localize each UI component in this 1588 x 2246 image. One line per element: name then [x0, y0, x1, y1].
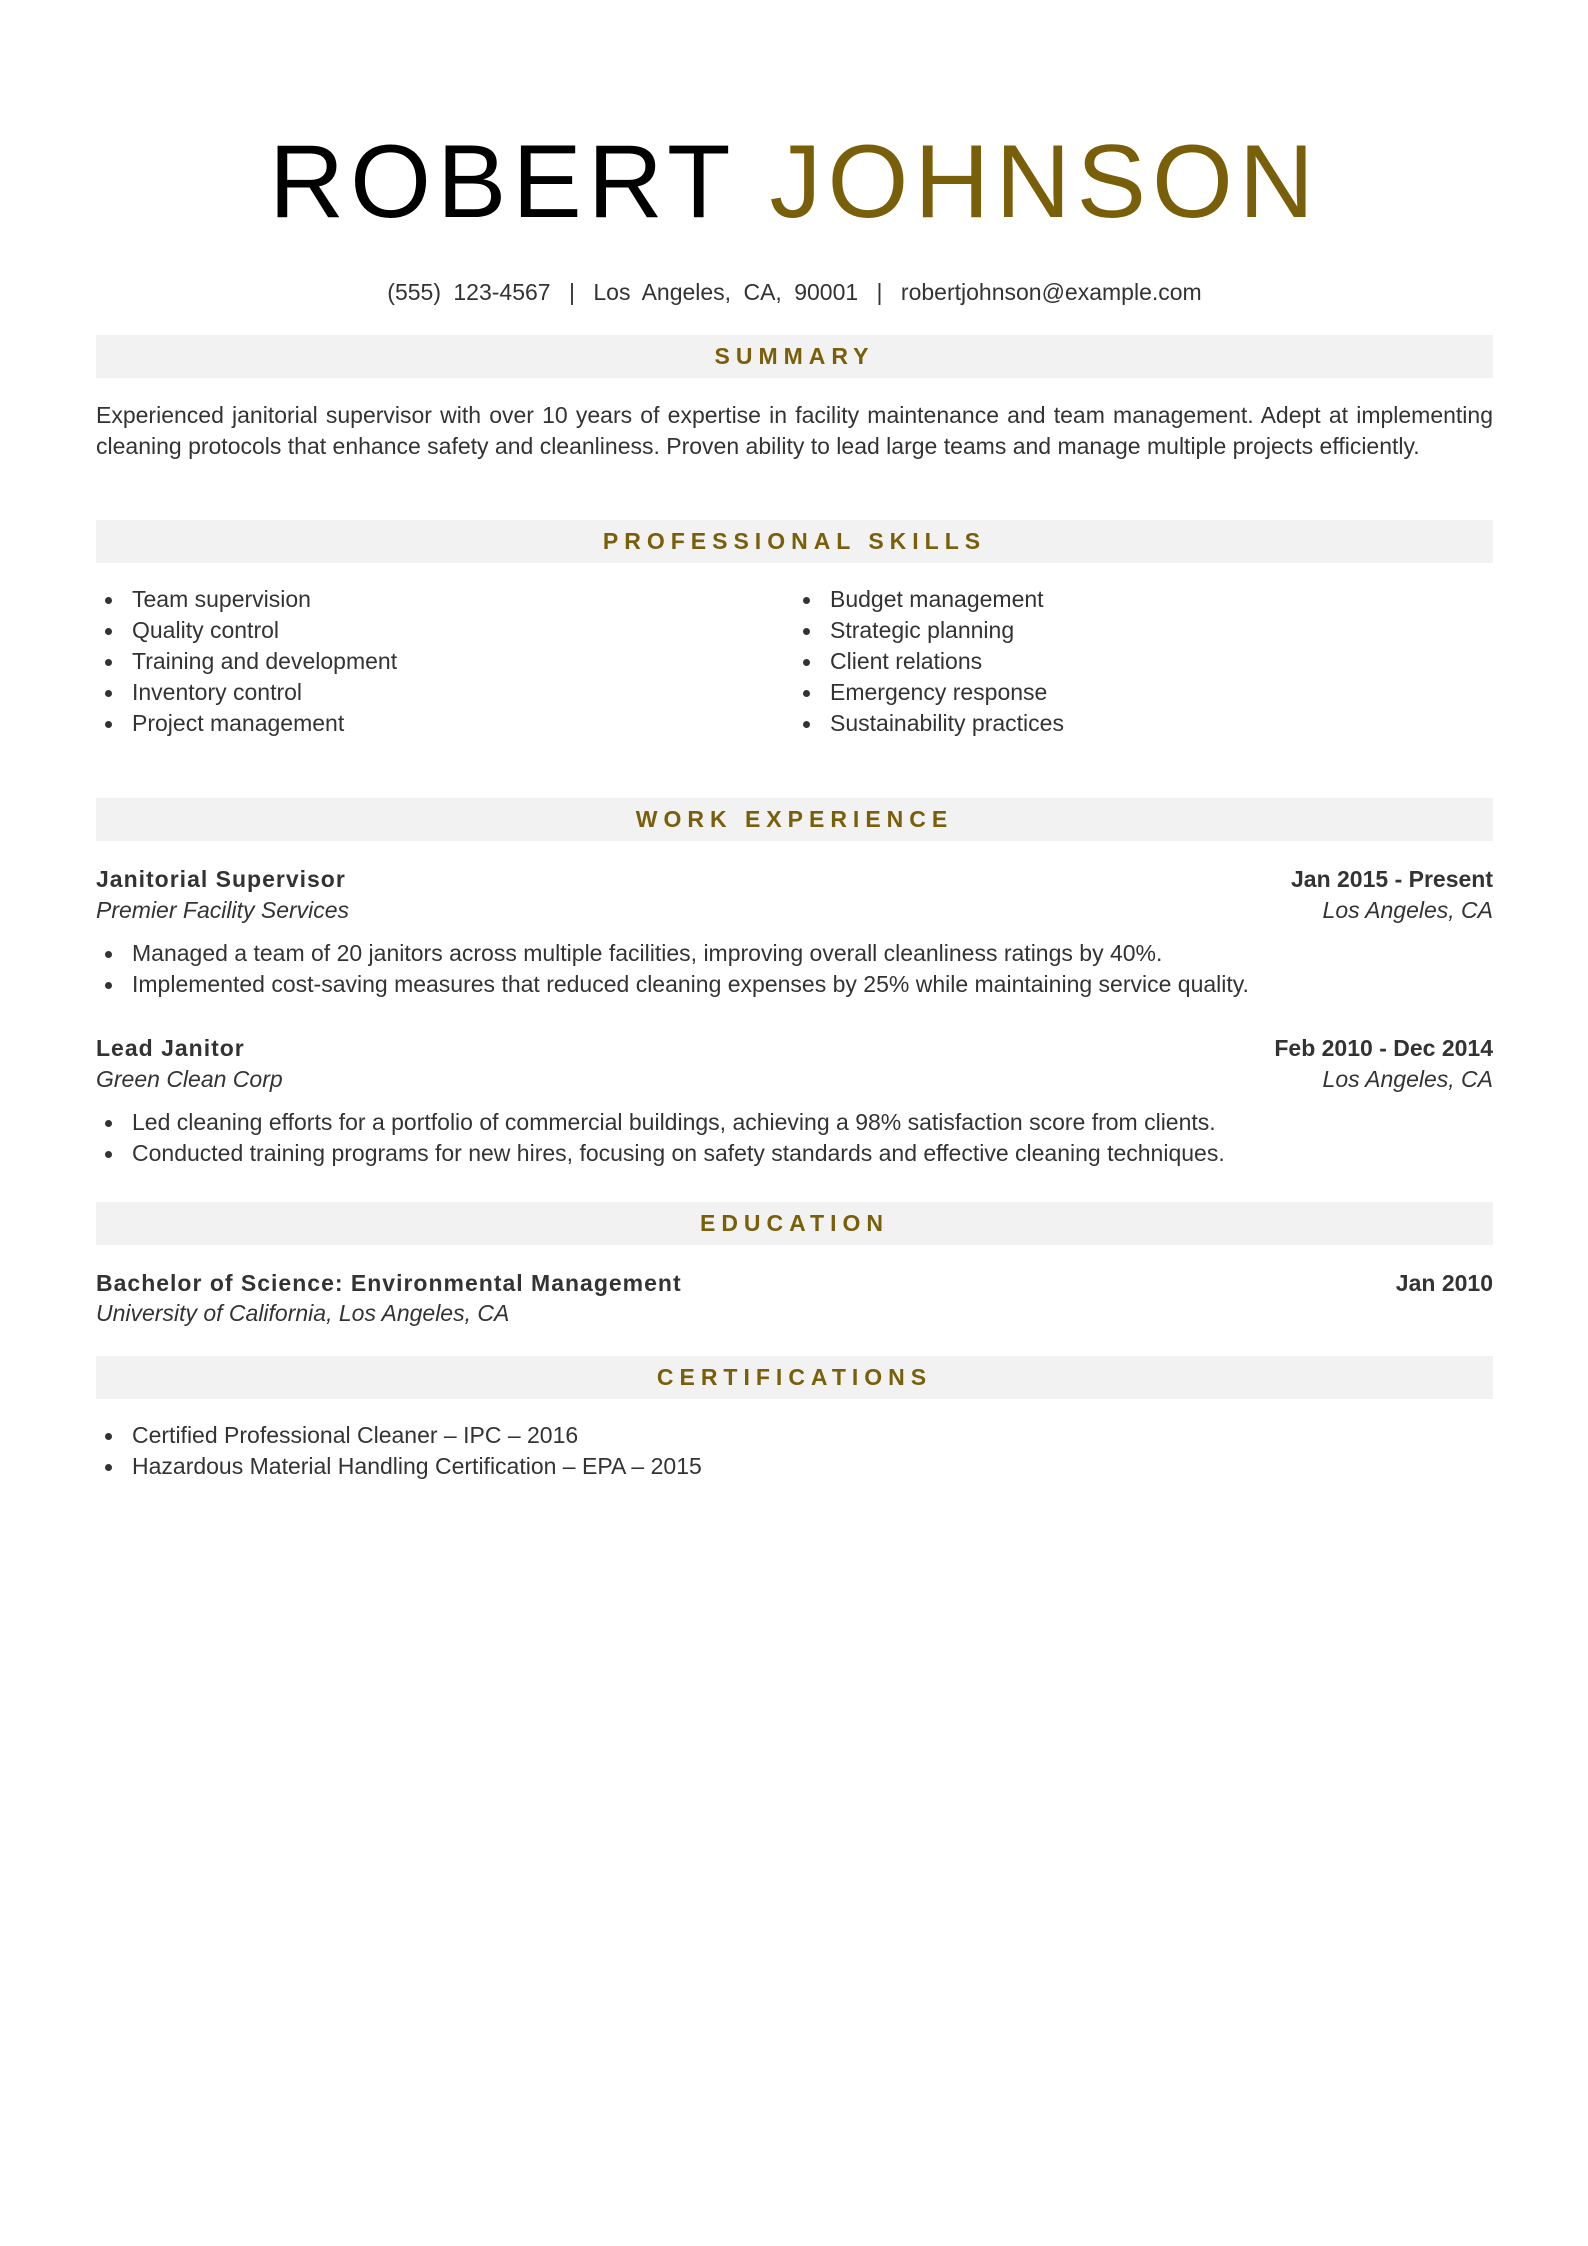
candidate-name: [96, 122, 1493, 242]
education-header: [96, 1268, 1493, 1299]
section-header-experience: WORK EXPERIENCE: [96, 798, 1493, 841]
section-header-certifications: CERTIFICATIONS: [96, 1356, 1493, 1399]
section-header-summary: SUMMARY: [96, 335, 1493, 378]
skill-item: Quality control: [96, 615, 736, 646]
summary-text: Experienced janitorial supervisor with over 10 years of expertise in facility maintenance and team management. Adept at implementing cleaning protocols that enhance safety and cleanliness. Proven ability to lead large teams and manage multiple projects efficiently.: [96, 402, 1493, 459]
education-subheader: [96, 1298, 1493, 1329]
contact-line: [96, 277, 1493, 307]
skill-item: Sustainability practices: [794, 708, 1434, 739]
skills-list-left: [96, 584, 736, 739]
job-bullet: Managed a team of 20 janitors across multiple facilities, improving overall cleanliness ratings by 40%.: [96, 938, 1493, 969]
certifications-list: [96, 1420, 1493, 1482]
job-dates: Jan 2015 - Present: [1290, 866, 1493, 892]
certification-item: Certified Professional Cleaner – IPC – 2016: [96, 1420, 1493, 1451]
skill-item: Inventory control: [96, 677, 736, 708]
address: Los Angeles, CA, 90001: [593, 279, 859, 305]
job-company: Premier Facility Services: [96, 897, 350, 923]
job-title: Lead Janitor: [96, 1035, 245, 1061]
job-bullets: [96, 1107, 1493, 1169]
job-subheader: [96, 895, 1493, 926]
last-name: JOHNSON: [769, 124, 1320, 240]
first-name: ROBERT: [269, 124, 735, 240]
degree: Bachelor of Science: Environmental Management: [96, 1270, 682, 1296]
phone-number: (555) 123-4567: [387, 279, 551, 305]
skill-item: Client relations: [794, 646, 1434, 677]
job-title: Janitorial Supervisor: [96, 866, 346, 892]
job-company: Green Clean Corp: [96, 1066, 283, 1092]
job-subheader: [96, 1064, 1493, 1095]
skill-item: Budget management: [794, 584, 1434, 615]
skill-item: Team supervision: [96, 584, 736, 615]
job-location: Los Angeles, CA: [1322, 1066, 1493, 1092]
section-header-education: EDUCATION: [96, 1202, 1493, 1245]
job-bullet: Conducted training programs for new hires, focusing on safety standards and effective cleaning techniques.: [96, 1138, 1493, 1169]
job-bullet: Led cleaning efforts for a portfolio of commercial buildings, achieving a 98% satisfaction score from clients.: [96, 1107, 1493, 1138]
email-address: robertjohnson@example.com: [900, 279, 1202, 305]
skills-list-right: [794, 584, 1434, 739]
job-header: [96, 1033, 1493, 1064]
section-header-skills: PROFESSIONAL SKILLS: [96, 520, 1493, 563]
contact-separator: |: [568, 279, 575, 305]
job-bullets: [96, 938, 1493, 1000]
contact-separator: |: [876, 279, 883, 305]
skill-item: Project management: [96, 708, 736, 739]
certification-item: Hazardous Material Handling Certification – EPA – 2015: [96, 1451, 1493, 1482]
school: University of California, Los Angeles, CA: [96, 1300, 510, 1326]
job-bullet: Implemented cost-saving measures that reduced cleaning expenses by 25% while maintaining service quality.: [96, 969, 1493, 1000]
skill-item: Strategic planning: [794, 615, 1434, 646]
job-header: [96, 864, 1493, 895]
graduation-date: Jan 2010: [1395, 1270, 1493, 1296]
skill-item: Emergency response: [794, 677, 1434, 708]
skill-item: Training and development: [96, 646, 736, 677]
job-dates: Feb 2010 - Dec 2014: [1274, 1035, 1493, 1061]
job-location: Los Angeles, CA: [1322, 897, 1493, 923]
